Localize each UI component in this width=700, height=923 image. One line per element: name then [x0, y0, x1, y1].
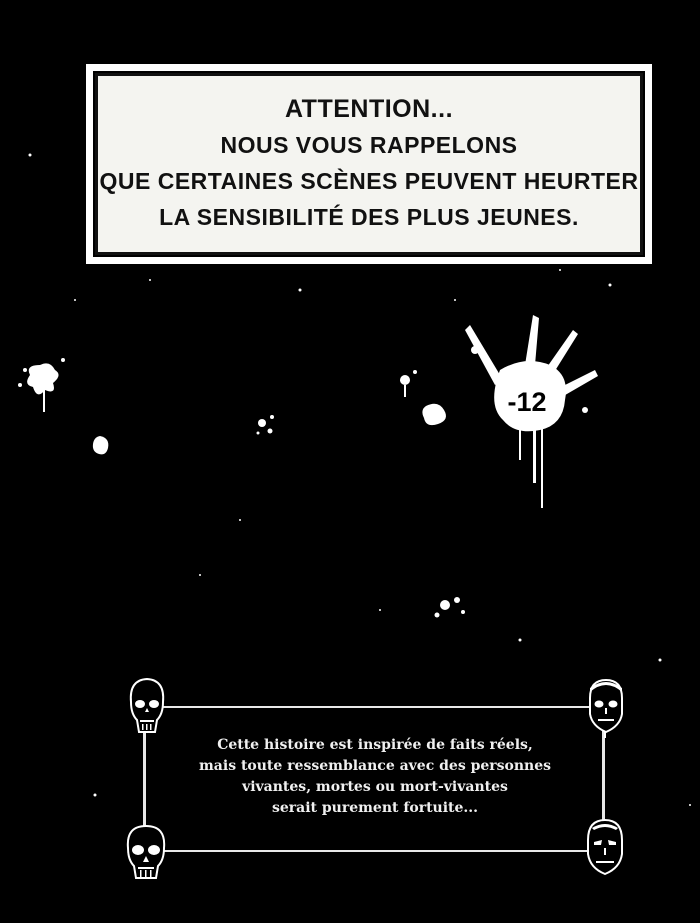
blood-splatter-icon [250, 405, 290, 445]
disclaimer-line-1: Cette histoire est inspirée de faits réels, [217, 737, 533, 753]
warning-message [89, 91, 649, 235]
age-rating-label: -12 [507, 387, 547, 417]
warning-line-2: NOUS VOUS RAPPELONS [220, 132, 518, 158]
warning-line-1: ATTENTION... [284, 95, 454, 123]
warning-panel [86, 64, 652, 264]
blood-splatter-icon [15, 345, 75, 425]
zombie-skull-icon [123, 674, 171, 736]
zombie-head-icon [582, 676, 630, 738]
warning-line-3: QUE CERTAINES SCÈNES PEUVENT HEURTER [99, 168, 639, 194]
disclaimer-line-3: vivantes, mortes ou mort-vivantes [242, 779, 508, 795]
disclaimer-line-2: mais toute ressemblance avec des personnes [198, 758, 552, 774]
bald-zombie-head-icon [580, 816, 630, 878]
warning-line-4: LA SENSIBILITÉ DES PLUS JEUNES. [159, 204, 579, 230]
skull-icon [120, 822, 172, 884]
disclaimer-line-4: serait purement fortuite... [271, 800, 479, 816]
disclaimer-message [150, 735, 600, 819]
blood-splatter-icon [425, 590, 475, 630]
blood-splatter-icon [418, 398, 458, 438]
blood-drop-icon [88, 432, 118, 462]
